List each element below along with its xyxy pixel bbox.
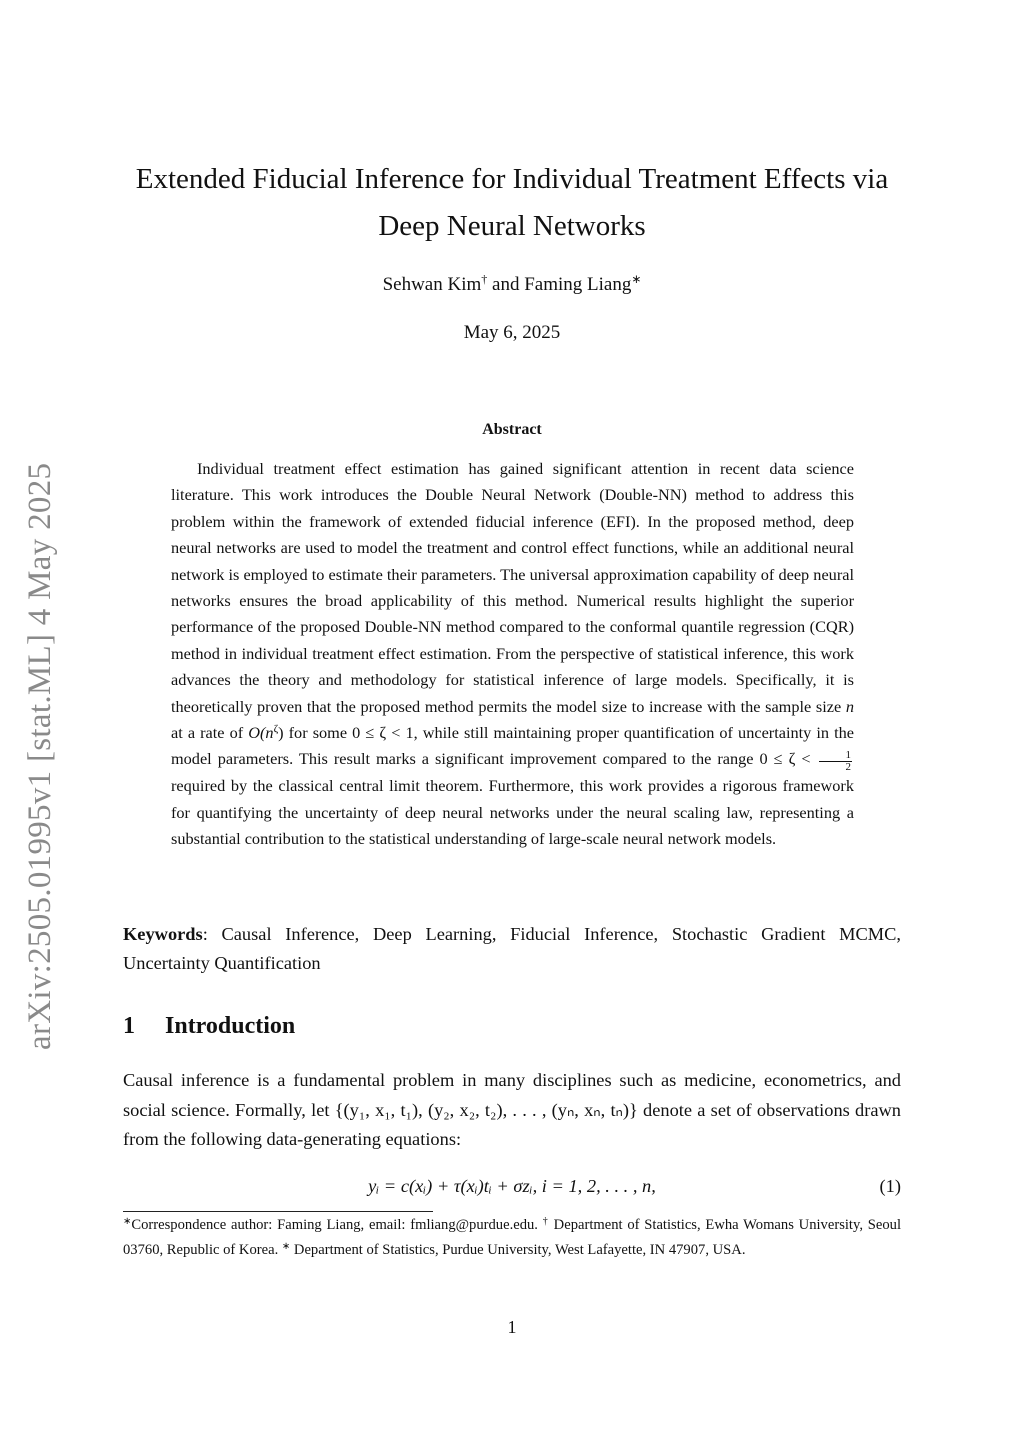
keywords-label: Keywords [123,924,203,944]
publication-date: May 6, 2025 [463,322,561,343]
abstract-text-part: required by the classical central limit theorem. Furthermore, this work provides a rigorous framework for quantifying the uncertainty of deep neural networks under the neural scaling law, representing a substantial contribution to the statistical understanding of large-scale neural network models. [171,776,854,849]
section-heading [123,1013,901,1040]
footnote-mark: ∗ [281,1240,291,1252]
page-number: 1 [507,1317,517,1337]
math-rate-close: ) [278,723,284,743]
author-name: Faming Liang [524,274,632,295]
math-rate-base: O(n [248,723,274,743]
abstract-text-part: for some 0 ≤ ζ < 1, while still maintaining proper quantification of uncertainty in the model parameters. This result marks a significant improvement compared to the range 0 ≤ ζ < [171,723,855,769]
affiliation-mark: † [481,272,488,286]
footnote-text: Department of Statistics, Ewha Womans University, Seoul 03760, Republic of Korea. [123,1217,902,1258]
math-fraction [819,750,853,773]
equation-1 [123,1176,901,1206]
keywords-paragraph [123,920,901,978]
keywords-list: : Causal Inference, Deep Learning, Fiducial Inference, Stochastic Gradient MCMC, Uncertainty Quantification [123,924,901,973]
equation-number: (1) [879,1176,901,1196]
author-conjunction: and [487,274,525,295]
abstract-text [171,456,854,853]
affiliation-mark: ∗ [631,272,642,286]
abstract-heading: Abstract [482,421,542,438]
arxiv-identifier-stamp[interactable]: arXiv:2505.01995v1 [stat.ML] 4 May 2025 [22,462,58,1050]
footnote-text: Department of Statistics, Purdue University, West Lafayette, IN 47907, USA. [290,1241,746,1258]
math-variable: n [845,696,854,716]
section-number: 1 [123,1013,135,1039]
math-exponent: ζ [273,723,279,736]
footnote-text: Correspondence author: Faming Liang, email: fmliang@purdue.edu. [131,1217,543,1233]
paper-title: Extended Fiducial Inference for Individual Treatment Effects via Deep Neural Networks [135,163,889,242]
author-name: Sehwan Kim [382,274,482,295]
footnote-divider [123,1211,433,1212]
fraction-numerator: 1 [819,750,853,762]
section-title: Introduction [165,1013,296,1039]
footnote-mark: † [542,1216,549,1227]
author-line [110,274,914,296]
intro-paragraph: Causal inference is a fundamental problem in many disciplines such as medicine, econometrics, and social science. Formally, let {(y₁, x₁, t₁), (y₂, x₂, t₂), . . . , (yₙ, xₙ, tₙ)} denote a set of observations drawn from the following data-generating equations: [123,1070,901,1149]
equation-body: yᵢ = c(xᵢ) + τ(xᵢ)tᵢ + σzᵢ, i = 1, 2, . . . , n, [368,1176,656,1196]
footnotes [123,1213,901,1262]
abstract-text-part: at a rate of [171,723,249,743]
footnote-mark: ∗ [123,1216,132,1227]
fraction-denominator: 2 [845,761,851,774]
abstract-text-part: Individual treatment effect estimation has gained significant attention in recent data science literature. This work introduces the Double Neural Network (Double-NN) method to address this problem within the framework of extended fiducial inference (EFI). In the proposed method, deep neural networks are used to model the treatment and control effect functions, while an additional neural network is employed to estimate their parameters. The universal approximation capability of deep neural networks ensures the broad applicability of this method. Numerical results highlight the superior performance of the proposed Double-NN method compared to the conformal quantile regression (CQR) method in individual treatment effect estimation. From the perspective of statistical inference, this work advances the theory and methodology for statistical inference of large models. Specifically, it is theoretically proven that the proposed method permits the model size to increase with the sample size [171,459,854,716]
